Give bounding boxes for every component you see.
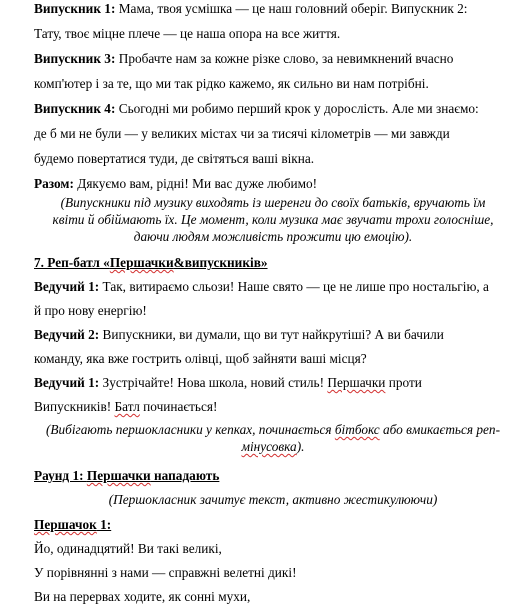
paragraph-text: Сьогодні ми робимо перший крок у дорослість. Але ми знаємо: — [115, 101, 479, 116]
speaker-label: Випускник 1: — [34, 1, 116, 16]
paragraph-text: й про нову енергію! — [34, 303, 147, 318]
verse-text: У порівнянні з нами — справжні велетні дикі! — [34, 565, 297, 580]
stage-direction-text: (Першокласник зачитує текст, активно жестикулюючи) — [108, 492, 438, 507]
spellcheck-word: Першачок — [34, 517, 97, 532]
paragraph-host-1 — [34, 278, 489, 295]
stage-direction-line — [34, 421, 512, 438]
speaker-label: Ведучий 1: — [34, 375, 100, 390]
speaker-label: Разом: — [34, 176, 74, 191]
paragraph-line — [34, 150, 314, 167]
heading-text: Раунд 1: — [34, 468, 87, 483]
speaker-label: 1: — [96, 517, 112, 532]
verse-text: Йо, одинадцятий! Ви такі великі, — [34, 541, 222, 556]
spellcheck-word: Першачки — [327, 375, 386, 390]
verse-line — [34, 540, 222, 557]
heading-text: 7. Реп-батл « — [34, 255, 110, 270]
paragraph-text: де б ми не були — у великих містах чи за тисячі кілометрів — ми завжди — [34, 126, 450, 141]
paragraph-text: Мама, твоя усмішка — це наш головний оберіг. Випускник 2: — [115, 1, 468, 16]
heading-text: нападають — [150, 468, 220, 483]
paragraph-line — [34, 125, 450, 142]
paragraph-text: комп'ютер і за те, що ми так рідко кажемо, як сильно ви нам потрібні. — [34, 76, 429, 91]
speaker-first-grader — [34, 516, 111, 533]
heading-text: &випускників» — [173, 255, 268, 270]
section-heading-rap-battle — [34, 254, 268, 271]
paragraph-text: команду, яка вже гострить олівці, щоб зайняти ваші місця? — [34, 351, 367, 366]
paragraph-text: Зустрічайте! Нова школа, новий стиль! — [99, 375, 328, 390]
stage-direction-line — [34, 228, 512, 245]
round-heading — [34, 467, 219, 484]
spellcheck-word: Батл — [114, 399, 140, 414]
stage-direction-text: даючи людям можливість прожити цю емоцію). — [133, 229, 413, 244]
paragraph-graduate-1 — [34, 0, 467, 17]
paragraph-text: Так, витираємо сльози! Наше свято — це не лише про ностальгію, а — [99, 279, 489, 294]
stage-direction-line — [34, 194, 512, 211]
verse-line — [34, 564, 297, 581]
stage-direction-text: або вмикається реп- — [379, 422, 501, 437]
paragraph-text: Дякуємо вам, рідні! Ми вас дуже любимо! — [73, 176, 318, 191]
stage-direction-text: (Вибігають першокласники у кепках, починається — [45, 422, 335, 437]
stage-direction-line — [34, 491, 512, 508]
paragraph-line — [34, 350, 367, 367]
spellcheck-word: бітбокс — [334, 422, 380, 437]
speaker-label: Ведучий 1: — [34, 279, 100, 294]
paragraph-host-2 — [34, 326, 444, 343]
paragraph-graduate-3 — [34, 50, 453, 67]
paragraph-host-1-b — [34, 374, 422, 391]
paragraph-line — [34, 398, 217, 415]
speaker-label: Випускник 3: — [34, 51, 116, 66]
stage-direction-text: (Випускники під музику виходять із шеренги до своїх батьків, вручають їм — [60, 195, 486, 210]
paragraph-together — [34, 175, 317, 192]
stage-direction-line — [34, 438, 512, 455]
paragraph-line — [34, 75, 429, 92]
stage-direction-text: ). — [296, 439, 305, 454]
paragraph-line — [34, 25, 340, 42]
speaker-label: Ведучий 2: — [34, 327, 100, 342]
paragraph-text: Пробачте нам за кожне різке слово, за невимкнений вчасно — [115, 51, 454, 66]
paragraph-text: Випускники, ви думали, що ви тут найкрутіші? А ви бачили — [99, 327, 444, 342]
paragraph-line — [34, 302, 147, 319]
verse-line — [34, 588, 250, 605]
paragraph-text: будемо повертатися туди, де світяться ваші вікна. — [34, 151, 315, 166]
paragraph-text: проти — [385, 375, 422, 390]
paragraph-graduate-4 — [34, 100, 479, 117]
spellcheck-word: мінусовка — [241, 439, 297, 454]
spellcheck-word: Першачки — [86, 468, 151, 483]
spellcheck-word: Першачки — [109, 255, 174, 270]
paragraph-text: починається! — [139, 399, 218, 414]
verse-text: Ви на перервах ходите, як сонні мухи, — [34, 589, 251, 604]
paragraph-text: Тату, твоє міцне плече — це наша опора на все життя. — [34, 26, 341, 41]
speaker-label: Випускник 4: — [34, 101, 116, 116]
paragraph-text: Випускників! — [34, 399, 115, 414]
stage-direction-line — [34, 211, 512, 228]
stage-direction-text: квіти й обіймають їх. Це момент, коли музика має звучати трохи голосніше, — [52, 212, 494, 227]
